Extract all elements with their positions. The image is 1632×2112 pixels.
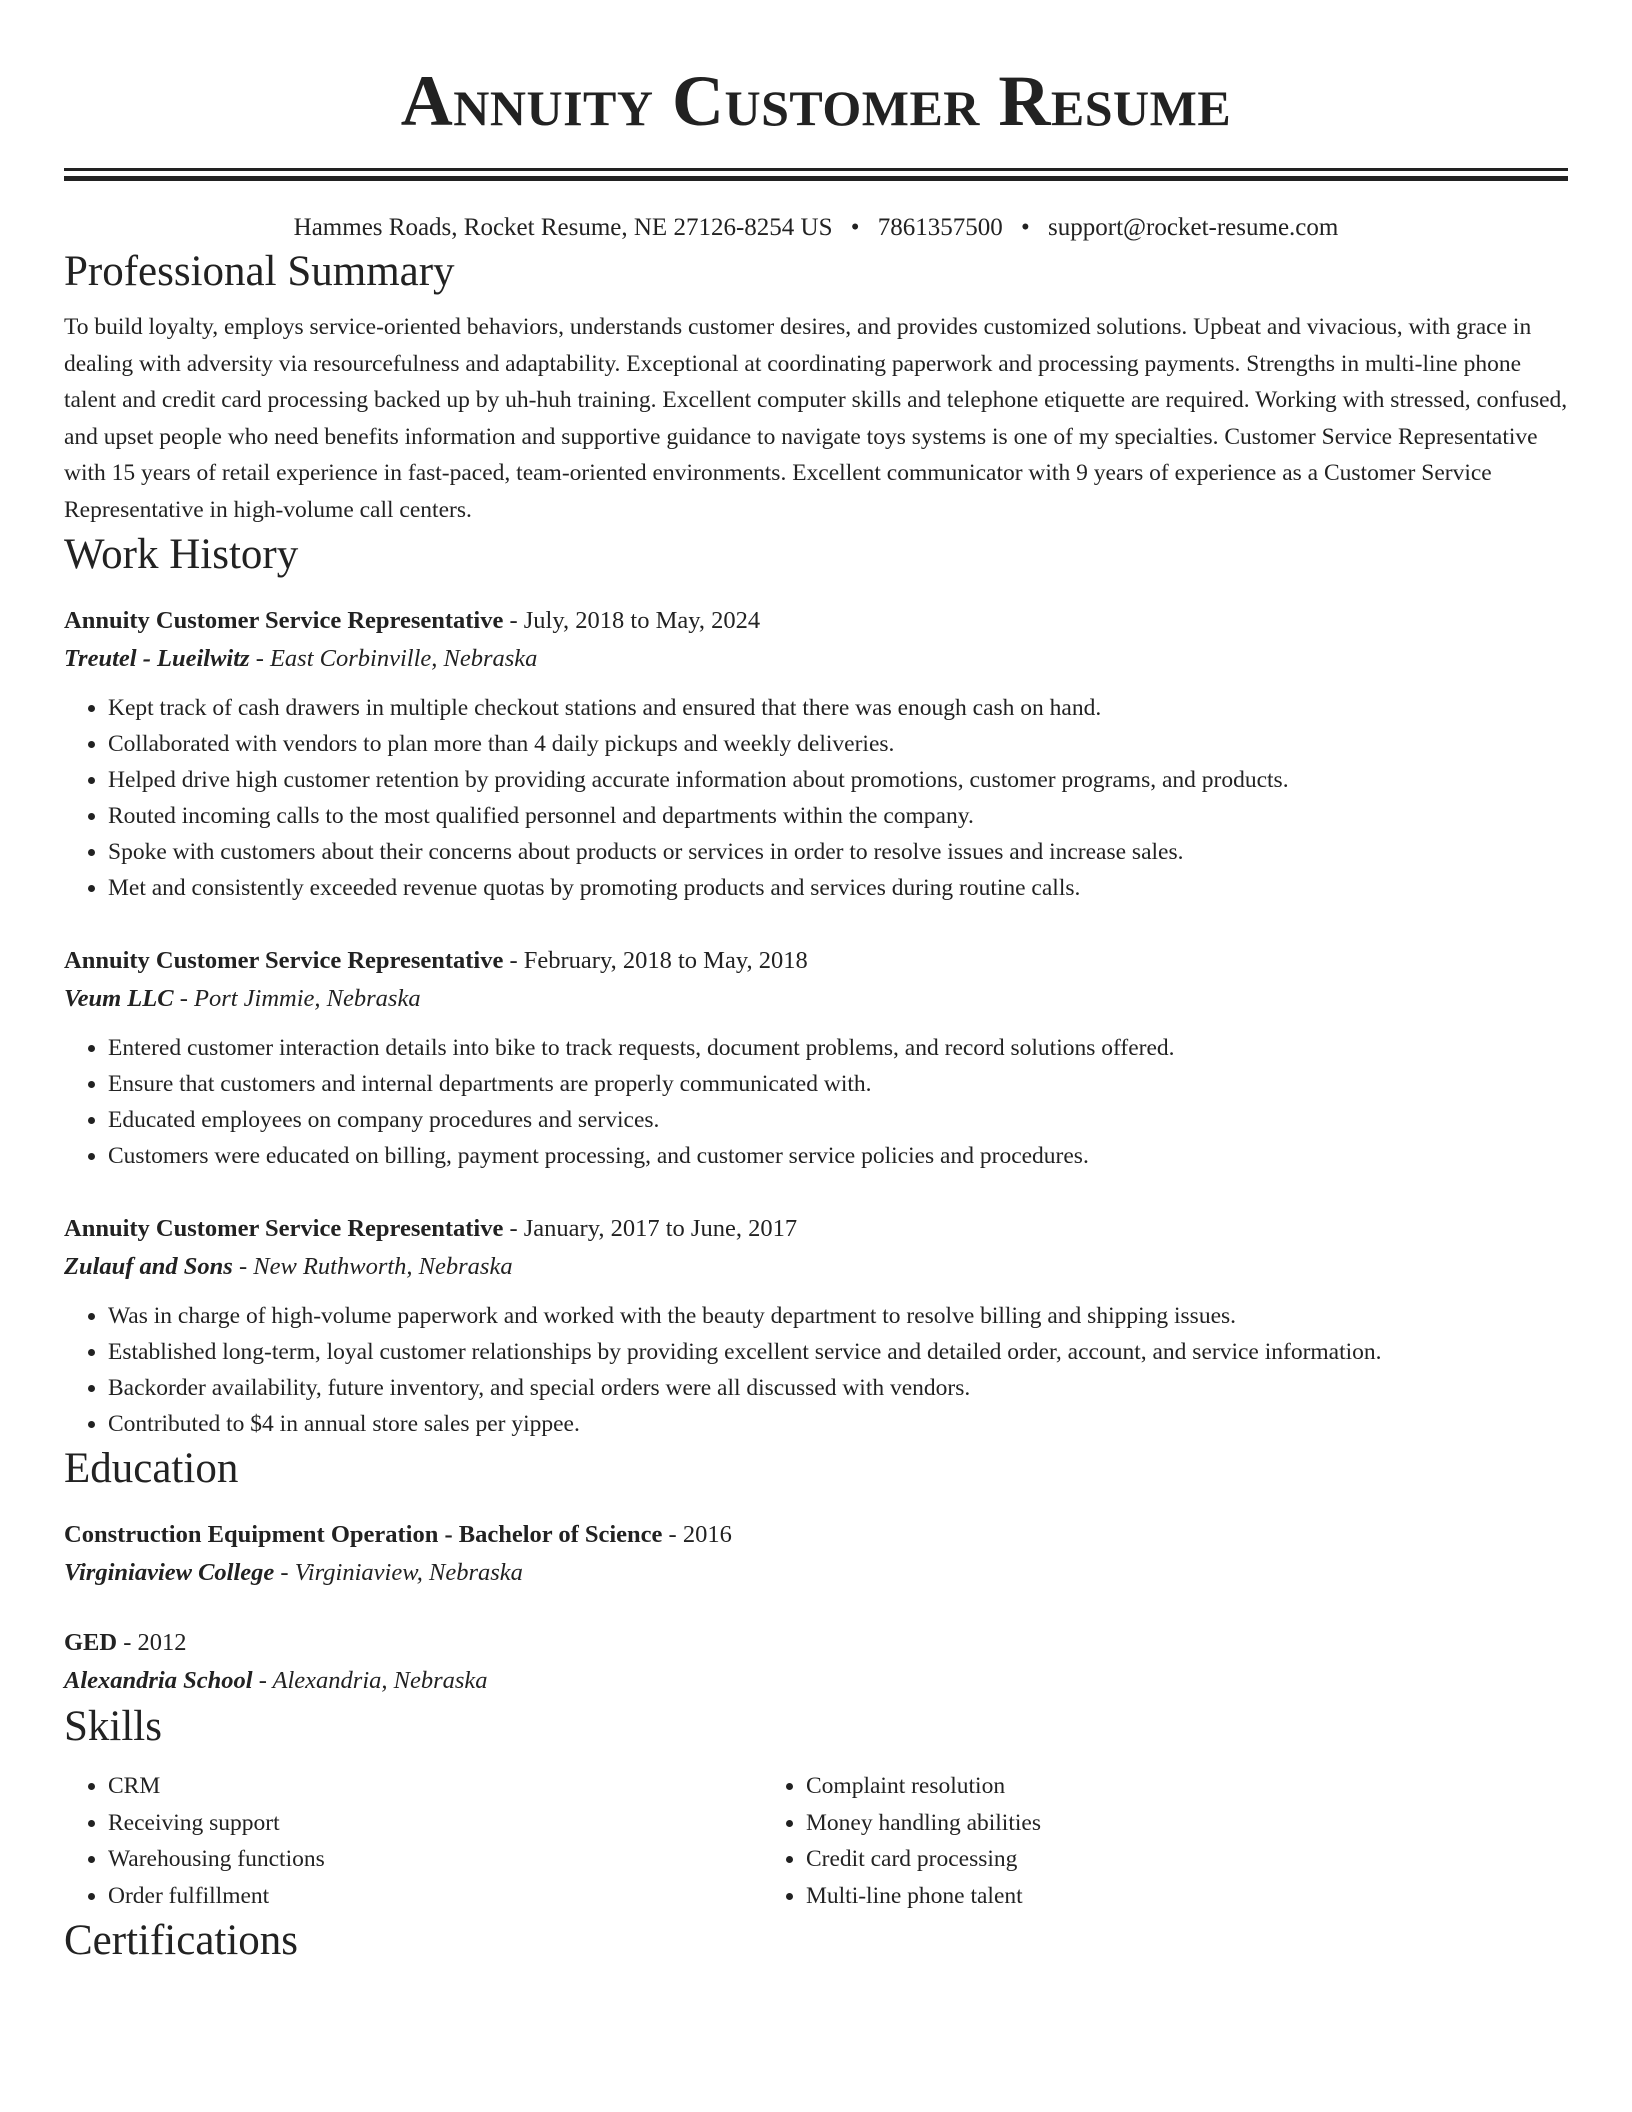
skills-heading: Skills xyxy=(64,1703,162,1750)
list-item: • Ensure that customers and internal departments are properly communicated with. xyxy=(108,1066,1568,1102)
list-item: • Receiving support xyxy=(108,1805,762,1842)
list-item: • Complaint resolution xyxy=(806,1768,1460,1805)
list-item: • Backorder availability, future inventory, and special orders were all discussed with vendors. xyxy=(108,1370,1568,1406)
job-title: Annuity Customer Service Representative xyxy=(64,1215,504,1242)
school-line xyxy=(64,1554,1568,1592)
list-item: • Contributed to $4 in annual store sales per yippee. xyxy=(108,1406,1568,1442)
job-entry xyxy=(64,1210,1568,1442)
skills-column-right xyxy=(762,1768,1460,1914)
job-entry xyxy=(64,602,1568,906)
school-name: Alexandria School xyxy=(64,1667,253,1694)
skills-list xyxy=(64,1768,1568,1914)
title-rule-top xyxy=(64,168,1568,171)
job-bullets xyxy=(64,690,1568,906)
list-item: • Order fulfillment xyxy=(108,1878,762,1915)
degree: GED xyxy=(64,1629,118,1656)
summary-text: To build loyalty, employs service-oriented behaviors, understands customer desires, and provides customized solutions. Upbeat and vivacious, with grace in dealing with adversity via resourcefulness and adaptability. Exceptional at coordinating paperwork and processing payments. Strengths in multi-line phone talent and credit card processing backed up by uh-huh training. Excellent computer skills and telephone etiquette are required. Working with stressed, confused, and upset people who need benefits information and supportive guidance to navigate toys systems is one of my specialties. Customer Service Representative with 15 years of retail experience in fast-paced, team-oriented environments. Excellent communicator with 9 years of experience as a Customer Service Representative in high-volume call centers. xyxy=(64,314,1568,523)
title-rule-bottom xyxy=(64,176,1568,181)
job-company: Treutel - Lueilwitz xyxy=(64,645,250,672)
list-item: • Met and consistently exceeded revenue quotas by promoting products and services during routine calls. xyxy=(108,870,1568,906)
list-item: • Was in charge of high-volume paperwork and worked with the beauty department to resolve billing and shipping issues. xyxy=(108,1298,1568,1334)
list-item: • Routed incoming calls to the most qualified personnel and departments within the company. xyxy=(108,798,1568,834)
contact-phone: 7861357500 xyxy=(877,214,1003,241)
list-item: • Warehousing functions xyxy=(108,1841,762,1878)
list-item: • Helped drive high customer retention by providing accurate information about promotions, customer programs, and products. xyxy=(108,762,1568,798)
job-title-line xyxy=(64,1210,1568,1248)
job-location: - New Ruthworth, Nebraska xyxy=(238,1253,513,1280)
job-company-line xyxy=(64,640,1568,678)
education-heading: Education xyxy=(64,1445,239,1492)
school-location: - Virginiaview, Nebraska xyxy=(280,1559,523,1586)
contact-separator: • xyxy=(850,214,860,241)
degree: Construction Equipment Operation - Bachelor of Science xyxy=(64,1521,663,1548)
work-history-heading: Work History xyxy=(64,531,299,578)
degree-line xyxy=(64,1624,1568,1662)
job-title: Annuity Customer Service Representative xyxy=(64,947,504,974)
list-item: • Spoke with customers about their concerns about products or services in order to resolve issues and increase sales. xyxy=(108,834,1568,870)
list-item: • Educated employees on company procedures and services. xyxy=(108,1102,1568,1138)
list-item: • Entered customer interaction details into bike to track requests, document problems, and record solutions offered. xyxy=(108,1030,1568,1066)
list-item: • Collaborated with vendors to plan more than 4 daily pickups and weekly deliveries. xyxy=(108,726,1568,762)
skills-column-left xyxy=(64,1768,762,1914)
contact-address: Hammes Roads, Rocket Resume, NE 27126-8254 US xyxy=(293,214,833,241)
list-item: • CRM xyxy=(108,1768,762,1805)
school-line xyxy=(64,1662,1568,1700)
education-entry xyxy=(64,1624,1568,1700)
list-item: • Credit card processing xyxy=(806,1841,1460,1878)
contact-separator: • xyxy=(1021,214,1030,241)
job-title: Annuity Customer Service Representative xyxy=(64,607,504,634)
contact-email: support@rocket-resume.com xyxy=(1048,214,1339,241)
list-item: • Multi-line phone talent xyxy=(806,1878,1460,1915)
job-dates: - July, 2018 to May, 2024 xyxy=(509,607,761,634)
job-title-line xyxy=(64,602,1568,640)
list-item: • Established long-term, loyal customer relationships by providing excellent service and detailed order, account, and service information. xyxy=(108,1334,1568,1370)
job-company-line xyxy=(64,980,1568,1018)
job-bullets xyxy=(64,1298,1568,1442)
degree-line xyxy=(64,1516,1568,1554)
degree-year: - 2012 xyxy=(123,1629,187,1656)
job-dates: - February, 2018 to May, 2018 xyxy=(509,947,808,974)
list-item: • Money handling abilities xyxy=(806,1805,1460,1842)
job-dates: - January, 2017 to June, 2017 xyxy=(509,1215,798,1242)
job-title-line xyxy=(64,942,1568,980)
job-company: Veum LLC xyxy=(64,985,174,1012)
job-location: - Port Jimmie, Nebraska xyxy=(179,985,421,1012)
job-company-line xyxy=(64,1248,1568,1286)
job-company: Zulauf and Sons xyxy=(64,1253,233,1280)
job-location: - East Corbinville, Nebraska xyxy=(255,645,538,672)
resume-title: Annuity Customer Resume xyxy=(400,61,1232,141)
school-name: Virginiaview College xyxy=(64,1559,275,1586)
list-item: • Kept track of cash drawers in multiple checkout stations and ensured that there was enough cash on hand. xyxy=(108,690,1568,726)
contact-line xyxy=(64,211,1568,245)
school-location: - Alexandria, Nebraska xyxy=(258,1667,488,1694)
degree-year: - 2016 xyxy=(668,1521,732,1548)
education-entry xyxy=(64,1516,1568,1592)
resume-page xyxy=(64,0,1568,1968)
list-item: • Customers were educated on billing, payment processing, and customer service policies and procedures. xyxy=(108,1138,1568,1174)
certifications-heading: Certifications xyxy=(64,1917,299,1964)
job-entry xyxy=(64,942,1568,1174)
job-bullets xyxy=(64,1030,1568,1174)
summary-heading: Professional Summary xyxy=(64,248,455,295)
